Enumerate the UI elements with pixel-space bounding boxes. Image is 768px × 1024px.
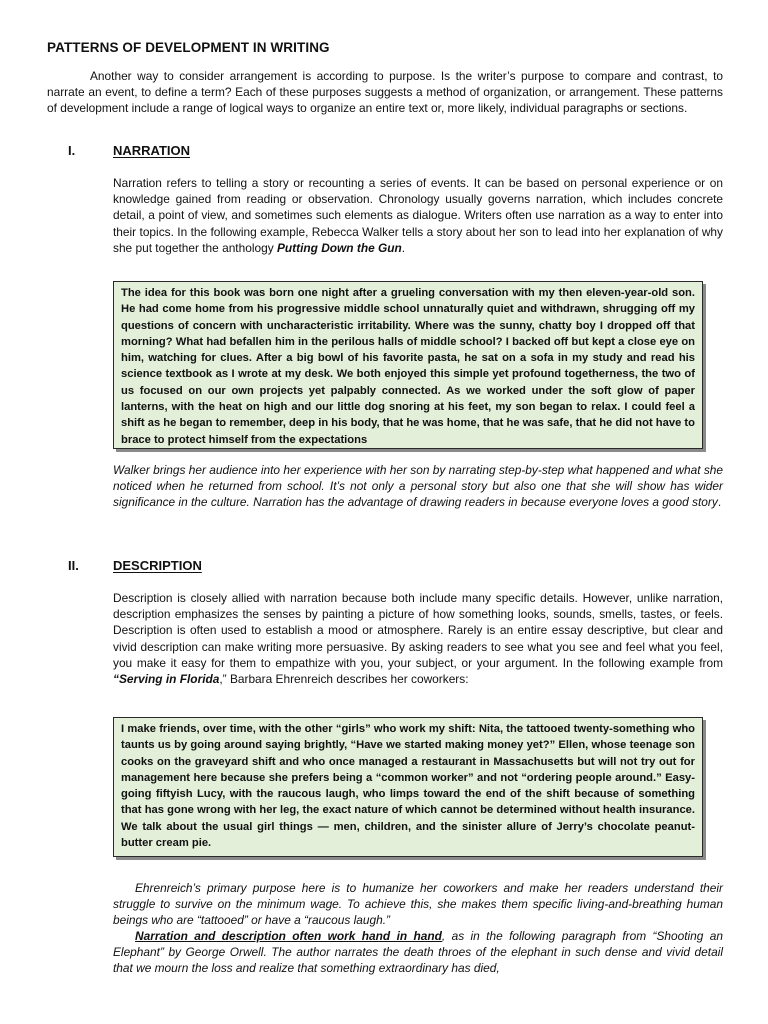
description-text: Description is closely allied with narration because both include many specific details. However, unlike narration, description emphasizes the senses by painting a picture of how something looks, sounds, smells, tastes, or feels. Description is often used to establish a mood or atmosphere. Rarely is an entire essay descriptive, but clear and vivid description can make writing more persuasive. By asking readers to see what you see and feel what you feel, you make it easy for them to empathize with you, your subject, or your argument. In the following example from [113, 591, 723, 670]
narration-text: Narration refers to telling a story or recounting a series of events. It can be based on personal experience or on knowledge gained from reading or observation. Chronology usually governs narration, which includes concrete detail, a point of view, and sometimes such elements as dialogue. Writers often use narration as a way to enter into their topics. In the following example, Rebecca Walker tells a story about her son to lead into her explanation of why she put together the anthology [113, 176, 723, 255]
orwell-intro-paragraph [113, 928, 723, 977]
narration-commentary-text: Walker brings her audience into her experience with her son by narrating step-by-step what happened and what she noticed when he returned from school. It’s not only a personal story but also one that she will show has wider significance in the culture. Narration has the advantage of drawing readers in because everyone loves a good story [113, 463, 723, 510]
section-number-narration: I. [68, 143, 76, 158]
anthology-title: Putting Down the Gun [276, 240, 402, 255]
narration-description-emphasis: Narration and description often work hand in hand [135, 929, 442, 943]
description-quote-box [113, 717, 703, 857]
description-commentary: Ehrenreich’s primary purpose here is to humanize her coworkers and make her readers understand their struggle to survive on the minimum wage. To achieve this, she makes them specific living-and-breathing human beings who are “tattooed” or have a “raucous laugh.” [113, 881, 723, 928]
narration-text-end: . [401, 240, 406, 255]
narration-commentary [113, 462, 723, 511]
narration-commentary-end: . [717, 495, 722, 510]
description-text-end: ,” Barbara Ehrenreich describes her coworkers: [219, 672, 469, 687]
intro-paragraph: Another way to consider arrangement is according to purpose. Is the writer’s purpose to compare and contrast, to narrate an event, to define a term? Each of these purposes suggests a method of organization, or arrangement. These patterns of development include a range of logical ways to organize an entire text or, more likely, individual paragraphs or sections. [47, 69, 723, 116]
document-title: PATTERNS OF DEVELOPMENT IN WRITING [47, 40, 330, 55]
orwell-intro-text: , as in the following paragraph from “Shooting an Elephant” by George Orwell. The author narrates the death throes of the elephant in such dense and vivid detail that we mourn the loss and realize that something extraordinary has died, [113, 929, 723, 976]
narration-quote-text: The idea for this book was born one night after a grueling conversation with my then eleven-year-old son. He had come home from his progressive middle school unnaturally quiet and withdrawn, shrugging off my questions of concern with uncharacteristic irritability. Where was the sunny, chatty boy I dropped off that morning? What had befallen him in the perilous halls of middle school? I backed off but kept a close eye on him, watching for clues. After a big bowl of his favorite pasta, he sat on a sofa in my study and read his science textbook as I wrote at my desk. We both enjoyed this simple yet profound togetherness, the two of us focused on our own projects yet palpably connected. As we worked under the soft glow of paper lanterns, with the heat on high and our little dog snoring at his feet, my son began to relax. I could feel a shift as he began to remember, deep in his body, that he was home, that he was safe, that he did not have to brace to protect himself from the expectations [121, 287, 695, 446]
description-quote-text: I make friends, over time, with the other “girls” who work my shift: Nita, the tattooed twenty-something who taunts us by going around saying brightly, “Have we started making money yet?” Ellen, whose teenage son cooks on the graveyard shift and who once managed a restaurant in Massachusetts but will not try out for management here because she prefers being a “common worker” and not “ordering people around.” Easy-going fiftyish Lucy, with the raucous laugh, who limps toward the end of the shift because of something that has gone wrong with her leg, the exact nature of which cannot be determined without health insurance. We talk about the usual girl things — men, children, and the sinister allure of Jerry’s chocolate peanut-butter cream pie. [121, 723, 695, 850]
essay-title: “Serving in Florida [113, 672, 220, 687]
section-number-description: II. [68, 558, 79, 573]
narration-quote-box [113, 281, 703, 449]
narration-paragraph [113, 175, 723, 256]
section-heading-description: DESCRIPTION [113, 558, 202, 573]
section-heading-narration: NARRATION [113, 143, 191, 158]
description-paragraph [113, 590, 723, 687]
